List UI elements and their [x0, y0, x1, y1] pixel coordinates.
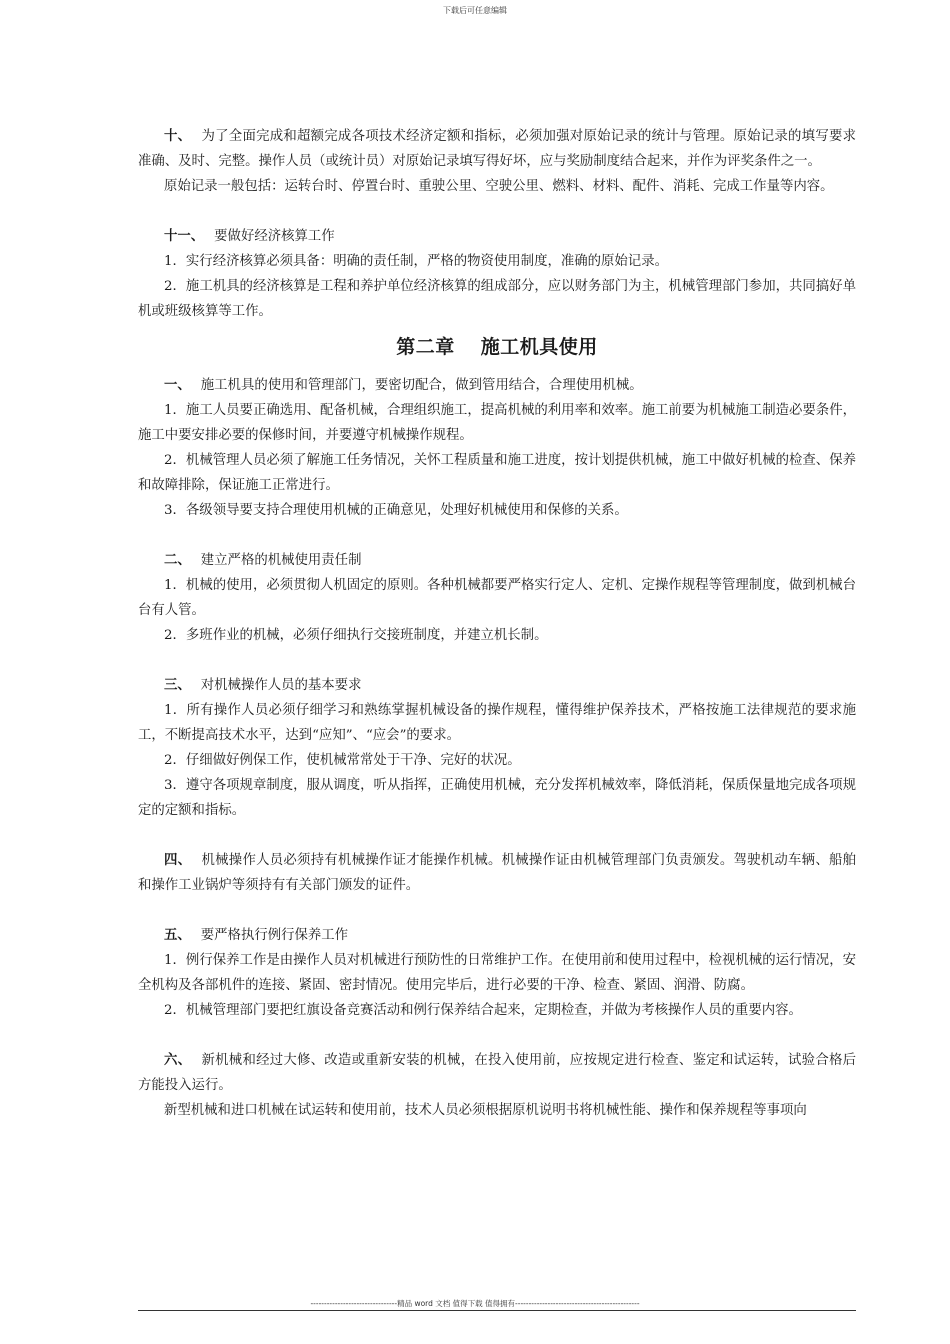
article-3-title: 对机械操作人员的基本要求 [200, 678, 362, 693]
article-1-heading [138, 373, 856, 398]
page-header: 下载后可任意编辑 [443, 6, 507, 15]
page-footer: --------------------------------精品 word 文档 值得下载 值得拥有---------------------------------------------- [310, 1299, 640, 1308]
article-5-item-1: 1．例行保养工作是由操作人员对机械进行预防性的日常维护工作。在使用前和使用过程中，检视机械的运行情况，安全机构及各部机件的连接、紧固、密封情况。使用完毕后，进行必要的干净、检查、紧固、润滑、防腐。 [138, 953, 856, 993]
article-2-item-2: 2．多班作业的机械，必须仔细执行交接班制度，并建立机长制。 [164, 628, 548, 643]
section-11-heading [138, 224, 856, 249]
article-5-title: 要严格执行例行保养工作 [200, 928, 349, 943]
chapter-title [138, 332, 856, 362]
article-1-title: 施工机具的使用和管理部门，要密切配合，做到管用结合，合理使用机械。 [200, 378, 643, 393]
article-6-text: 新机械和经过大修、改造或重新安装的机械，在投入使用前，应按规定进行检查、鉴定和试运转，试验合格后方能投入运行。 [138, 1053, 856, 1093]
article-3-item-1: 1．所有操作人员必须仔细学习和熟练掌握机械设备的操作规程，懂得维护保养技术，严格按施工法律规范的要求施工，不断提高技术水平，达到“应知”、“应会”的要求。 [138, 703, 856, 743]
section-10-paragraph-2: 原始记录一般包括：运转台时、停置台时、重驶公里、空驶公里、燃料、材料、配件、消耗、完成工作量等内容。 [164, 179, 834, 194]
section-11-item-1: 1．实行经济核算必须具备：明确的责任制，严格的物资使用制度，准确的原始记录。 [164, 254, 668, 269]
article-3-number: 三、 [164, 677, 191, 693]
article-1-number: 一、 [164, 377, 191, 393]
section-11-title: 要做好经济核算工作 [214, 229, 335, 244]
article-4-number: 四、 [164, 852, 192, 868]
chapter-number: 第二章 [396, 336, 455, 358]
article-3-heading [138, 673, 856, 698]
article-2-title: 建立严格的机械使用责任制 [200, 553, 362, 568]
footer-divider [138, 1310, 856, 1311]
article-4-paragraph [138, 848, 856, 898]
article-1-item-2: 2．机械管理人员必须了解施工任务情况，关怀工程质量和施工进度，按计划提供机械，施工中做好机械的检查、保养和故障排除，保证施工正常进行。 [138, 453, 856, 493]
article-2-number: 二、 [164, 552, 191, 568]
article-1-item-1: 1．施工人员要正确选用、配备机械，合理组织施工，提高机械的利用率和效率。施工前要为机械施工制造必要条件，施工中要安排必要的保修时间，并要遵守机械操作规程。 [138, 403, 856, 443]
section-10-paragraph [138, 124, 856, 174]
article-5-item-2: 2．机械管理部门要把红旗设备竞赛活动和例行保养结合起来，定期检查，并做为考核操作人员的重要内容。 [164, 1003, 802, 1018]
article-3-item-3: 3．遵守各项规章制度，服从调度，听从指挥，正确使用机械，充分发挥机械效率，降低消耗，保质保量地完成各项规定的定额和指标。 [138, 778, 856, 818]
article-6-number: 六、 [164, 1052, 192, 1068]
article-1-item-3: 3．各级领导要支持合理使用机械的正确意见，处理好机械使用和保修的关系。 [164, 503, 628, 518]
article-6-paragraph [138, 1048, 856, 1098]
section-10-text: 为了全面完成和超额完成各项技术经济定额和指标，必须加强对原始记录的统计与管理。原始记录的填写要求准确、及时、完整。操作人员（或统计员）对原始记录填写得好坏，应与奖励制度结合起来，并作为评奖条件之一。 [138, 129, 856, 169]
chapter-name: 施工机具使用 [480, 336, 598, 358]
article-3-item-2: 2．仔细做好例保工作，使机械常常处于干净、完好的状况。 [164, 753, 521, 768]
document-body [138, 124, 856, 1123]
article-6-paragraph-2: 新型机械和进口机械在试运转和使用前，技术人员必须根据原机说明书将机械性能、操作和保养规程等事项向 [164, 1103, 807, 1118]
article-5-heading [138, 923, 856, 948]
section-11-item-2: 2．施工机具的经济核算是工程和养护单位经济核算的组成部分，应以财务部门为主，机械管理部门参加，共同搞好单机或班级核算等工作。 [138, 279, 856, 319]
article-2-item-1: 1．机械的使用，必须贯彻人机固定的原则。各种机械都要严格实行定人、定机、定操作规程等管理制度，做到机械台台有人管。 [138, 578, 856, 618]
article-4-text: 机械操作人员必须持有机械操作证才能操作机械。机械操作证由机械管理部门负责颁发。驾驶机动车辆、船舶和操作工业锅炉等须持有有关部门颁发的证件。 [138, 853, 856, 893]
article-5-number: 五、 [164, 927, 191, 943]
section-10-number: 十、 [164, 128, 192, 144]
section-11-number: 十一、 [164, 228, 205, 244]
article-2-heading [138, 548, 856, 573]
